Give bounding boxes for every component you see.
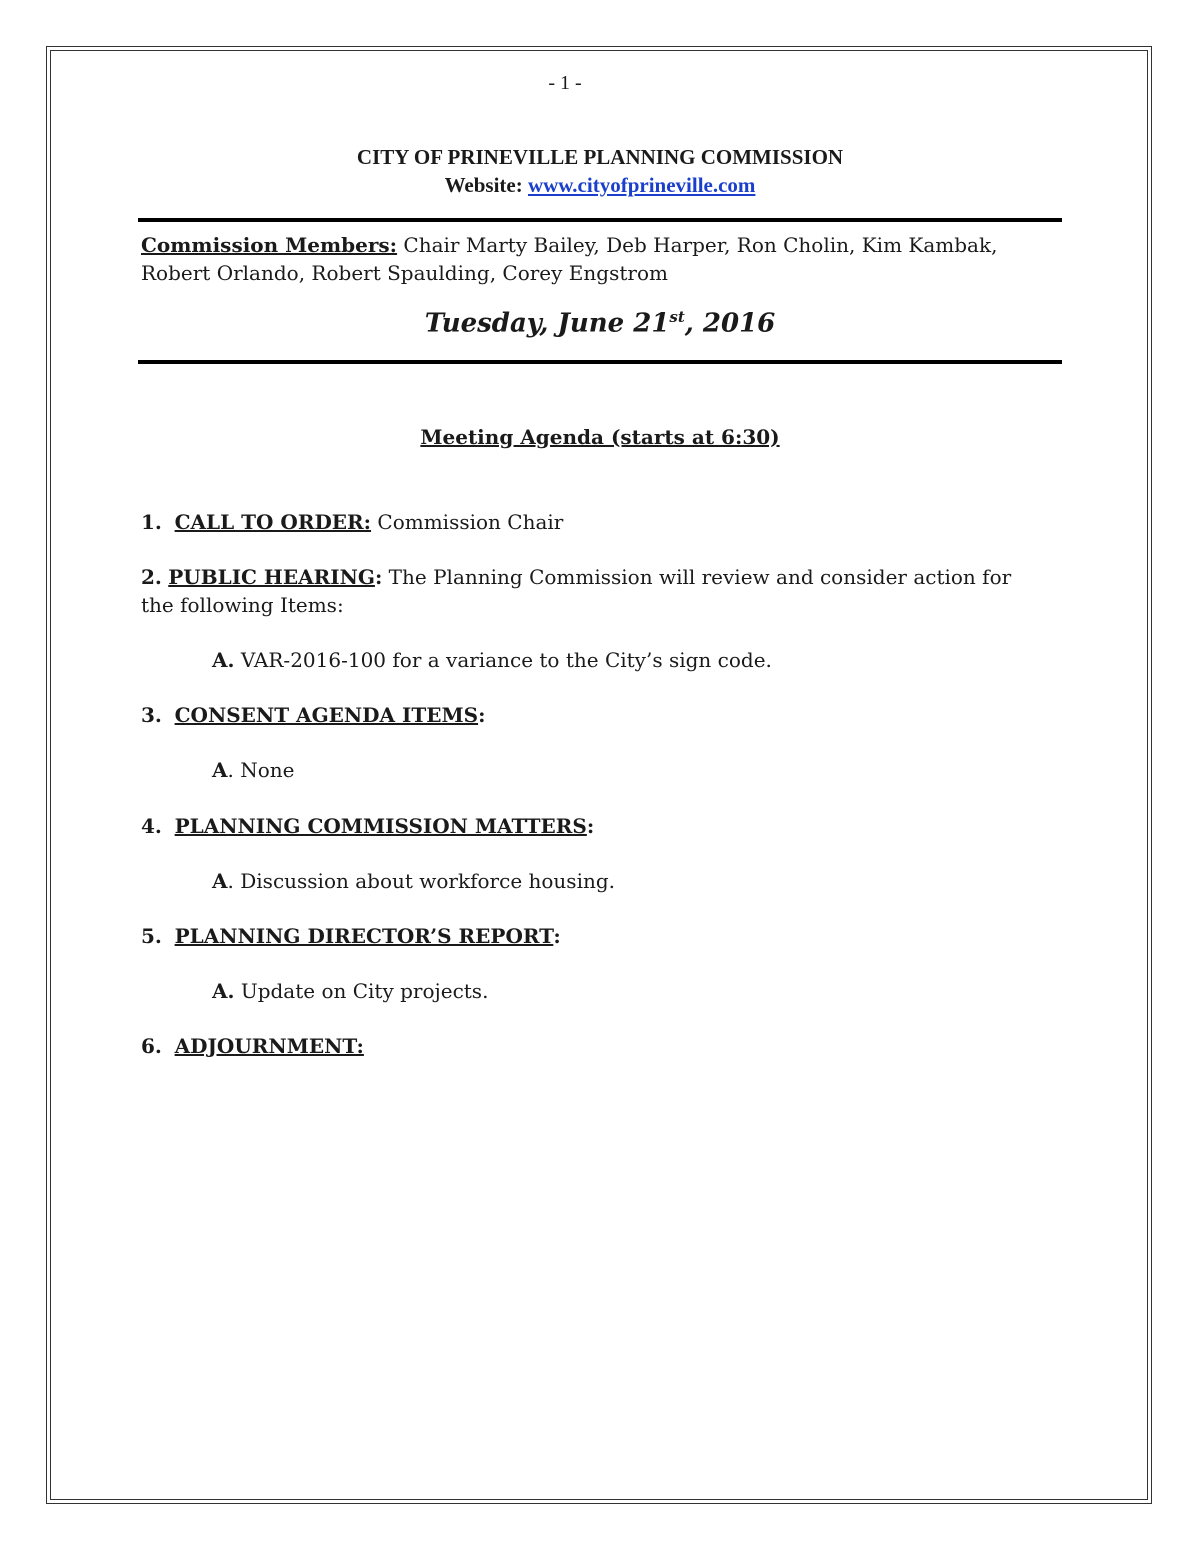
item-title: CALL TO ORDER: bbox=[174, 510, 372, 534]
members-label: Commission Members: bbox=[141, 233, 398, 257]
item-title: PLANNING DIRECTOR’S REPORT bbox=[174, 924, 554, 948]
item-number: 5. bbox=[141, 924, 162, 948]
item-text: The Planning Commission will review and consider action for the following Items: bbox=[141, 565, 1012, 617]
item-number: 6. bbox=[141, 1034, 162, 1058]
item-number: 4. bbox=[141, 814, 162, 838]
item-title: CONSENT AGENDA ITEMS bbox=[174, 703, 479, 727]
agenda-item bbox=[141, 563, 1041, 619]
org-name: CITY OF PRINEVILLE PLANNING COMMISSION bbox=[356, 145, 844, 169]
subitem-letter: A bbox=[212, 869, 228, 893]
website-line bbox=[0, 171, 1200, 199]
item-title-punct: : bbox=[553, 924, 561, 948]
date-year: , 2016 bbox=[684, 308, 776, 339]
agenda-item bbox=[141, 1032, 1041, 1060]
subitem-text: VAR-2016-100 for a variance to the City’s sign code. bbox=[234, 648, 772, 672]
agenda-subitem bbox=[212, 756, 1032, 784]
subitem-text: . Discussion about workforce housing. bbox=[227, 869, 616, 893]
item-number: 1. bbox=[141, 510, 162, 534]
item-text: Commission Chair bbox=[371, 510, 564, 534]
website-link[interactable]: www.cityofprineville.com bbox=[527, 173, 756, 197]
agenda-item bbox=[141, 812, 1041, 840]
item-title-punct: : bbox=[478, 703, 486, 727]
item-title: PLANNING COMMISSION MATTERS bbox=[174, 814, 587, 838]
agenda-item bbox=[141, 922, 1041, 950]
date-main: Tuesday, June 21 bbox=[424, 308, 670, 339]
members-names: Chair Marty Bailey, Deb Harper, Ron Cholin, Kim Kambak, Robert Orlando, Robert Spaulding, Corey Engstrom bbox=[141, 233, 998, 285]
item-number: 2. bbox=[141, 565, 162, 589]
item-title: PUBLIC HEARING bbox=[168, 565, 375, 589]
bottom-rule bbox=[138, 360, 1062, 364]
subitem-text: Update on City projects. bbox=[234, 979, 489, 1003]
item-title-punct: : bbox=[586, 814, 595, 838]
meeting-date bbox=[0, 308, 1200, 339]
agenda-subitem bbox=[212, 867, 1032, 895]
item-title-punct: : bbox=[374, 565, 383, 589]
agenda-title: Meeting Agenda (starts at 6:30) bbox=[420, 425, 780, 449]
agenda-item bbox=[141, 701, 1041, 729]
subitem-letter: A bbox=[212, 758, 228, 782]
top-rule bbox=[138, 218, 1062, 222]
commission-members bbox=[141, 231, 1061, 287]
item-title: ADJOURNMENT: bbox=[174, 1034, 364, 1058]
agenda-subitem bbox=[212, 977, 1032, 1005]
agenda-item bbox=[141, 508, 1041, 536]
subitem-text: . None bbox=[227, 758, 295, 782]
website-label: Website: bbox=[444, 173, 528, 197]
item-number: 3. bbox=[141, 703, 162, 727]
header bbox=[0, 143, 1200, 199]
page-number: - 1 - bbox=[548, 72, 582, 94]
subitem-letter: A. bbox=[212, 979, 235, 1003]
agenda-subitem bbox=[212, 646, 1032, 674]
subitem-letter: A. bbox=[212, 648, 235, 672]
date-suffix: st bbox=[669, 308, 685, 326]
